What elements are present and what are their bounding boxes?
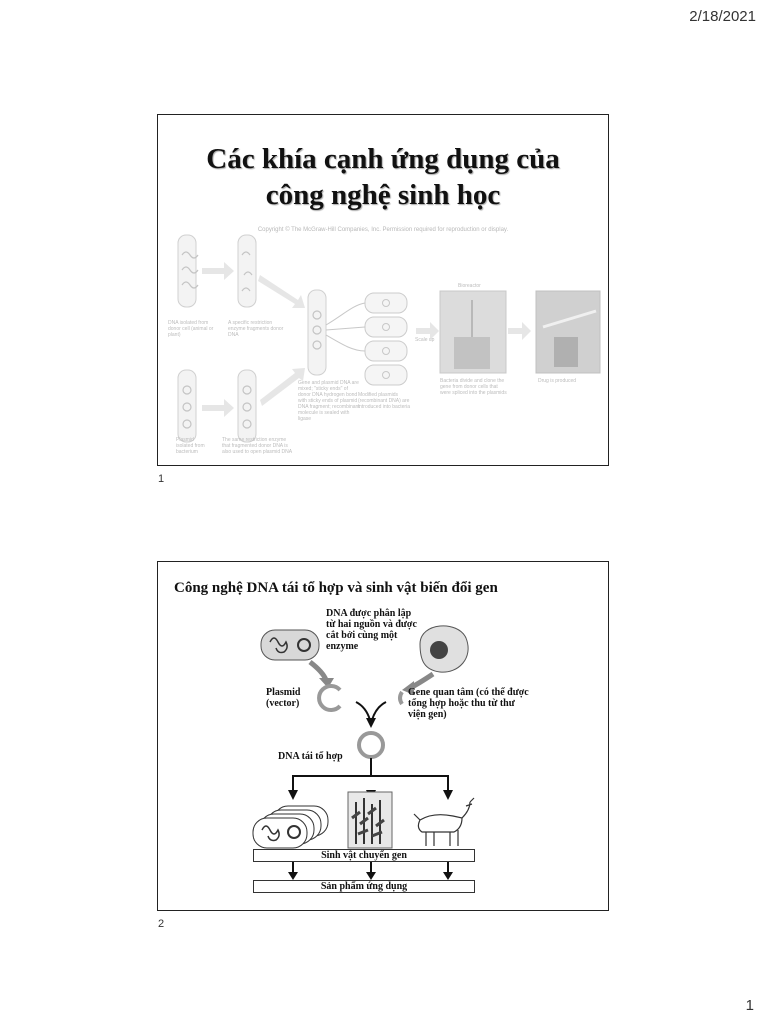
caption-donor-dna: DNA isolated from donor cell (animal or plant)	[168, 320, 214, 338]
label-gene-of-interest: Gene quan tâm (có thể được tổng hợp hoặc thu từ thư viện gen)	[408, 687, 529, 720]
slide-1-title-line-1: Các khía cạnh ứng dụng của	[206, 143, 560, 175]
caption-restriction-enzyme: A specific restriction enzyme fragments donor DNA	[228, 320, 284, 338]
transgenic-goat-icon	[414, 798, 474, 846]
label-dna-sources: DNA được phân lập từ hai nguồn và được cắt bởi cùng một enzyme	[326, 608, 417, 652]
mixed-dna-tube	[308, 290, 326, 375]
caption-plasmid-isolated: Plasmid isolated from bacterium	[176, 437, 205, 455]
caption-modified-plasmids: Modified plasmids (recombinant DNA) are introduced into bacteria	[358, 392, 410, 410]
label-recombinant-dna: DNA tái tổ hợp	[278, 751, 343, 762]
opened-plasmid-icon	[319, 686, 340, 710]
transgenic-plants-icon	[348, 792, 392, 848]
slide-1-title-line-2: công nghệ sinh học	[265, 179, 501, 211]
biotech-process-figure	[158, 115, 608, 465]
caption-bacteria-divide: Bacteria divide and clone the gene from donor cells that were spliced into the plasmids	[440, 378, 507, 396]
slide-2-title: Công nghệ DNA tái tổ hợp và sinh vật biến đổi gen	[174, 580, 498, 596]
bacterium-cell-2	[365, 317, 407, 337]
box-transgenic-organism: Sinh vật chuyển gen	[253, 849, 475, 862]
caption-same-enzyme: The same restriction enzyme that fragmented donor DNA is also used to open plasmid DNA	[222, 437, 293, 455]
bacterium-cell-3	[365, 341, 407, 361]
header-date: 2/18/2021	[689, 8, 756, 25]
copyright-notice: Copyright © The McGraw-Hill Companies, Inc. Permission required for reproduction or display.	[257, 227, 509, 233]
label-plasmid-vector: Plasmid (vector)	[266, 687, 301, 709]
caption-gene-plasmid-mixed: Gene and plasmid DNA are mixed; "sticky ends" of donor DNA hydrogen bond with sticky ends of plasmid DNA fragment; recombinant molecule is sealed with ligase	[298, 380, 360, 422]
bacterium-cell-4	[365, 365, 407, 385]
page-number: 1	[745, 997, 754, 1014]
slide-1-number: 1	[158, 473, 165, 485]
plasmid-tube	[178, 370, 196, 442]
bacterium-cell-1	[365, 293, 407, 313]
slide-2	[157, 561, 609, 911]
slide-2-number: 2	[158, 918, 165, 930]
restriction-tube	[238, 235, 256, 307]
donor-dna-tube	[178, 235, 196, 307]
caption-scale-up: Scale up	[415, 337, 435, 343]
caption-drug-produced: Drug is produced	[538, 378, 577, 384]
gene-fragment-icon	[400, 692, 402, 704]
box-application-products: Sản phẩm ứng dụng	[253, 880, 475, 893]
caption-bioreactor: Bioreactor	[458, 283, 481, 289]
slide-1	[157, 114, 609, 466]
opened-plasmid-tube	[238, 370, 256, 442]
